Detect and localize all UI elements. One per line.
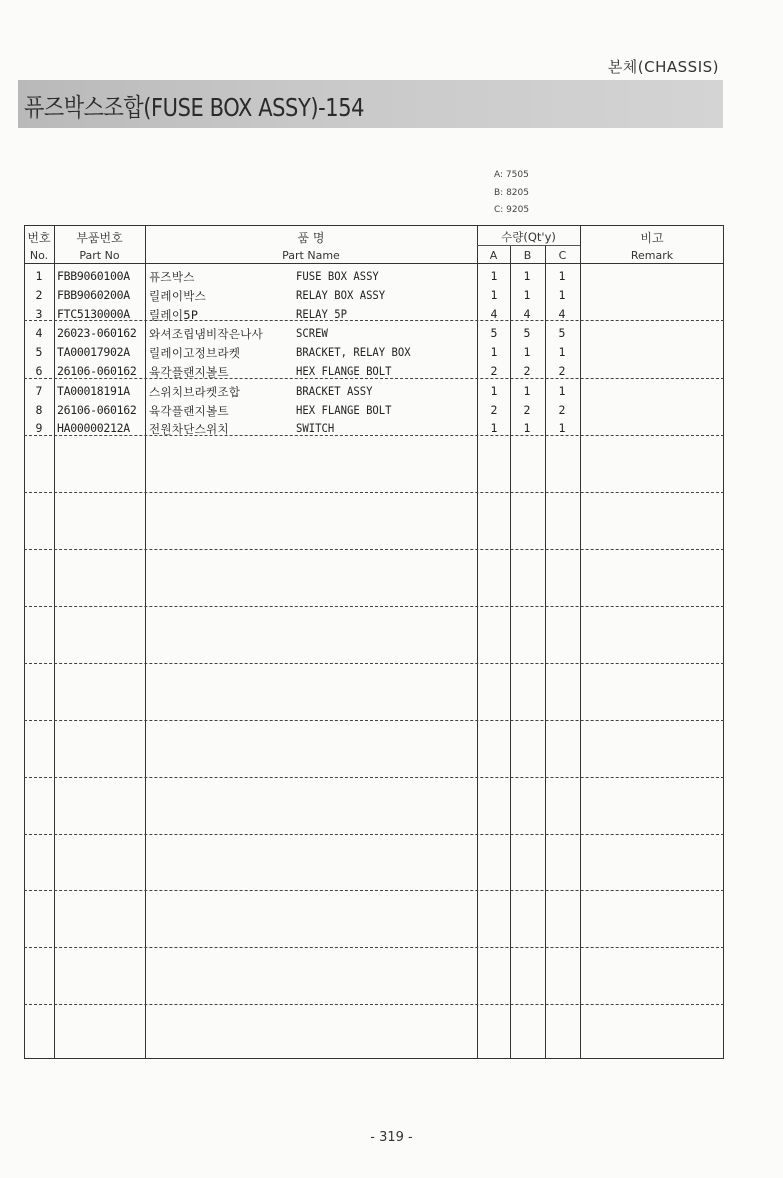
row-name-kr: 퓨즈박스 (149, 270, 195, 284)
header-name-en: Part Name (282, 249, 340, 262)
row-qty-a: 1 (490, 288, 498, 302)
row-qty-b: 1 (523, 269, 531, 283)
row-qty-b: 1 (523, 345, 531, 359)
header-name-kr: 품 명 (297, 231, 325, 245)
group-divider (24, 378, 724, 379)
header-qty-c: C (558, 249, 567, 262)
row-part-no: 26023-060162 (57, 326, 137, 340)
row-name-en: SWITCH (296, 421, 335, 435)
row-name-kr: 스위치브라켓조합 (149, 385, 241, 399)
header-remark-en: Remark (630, 249, 674, 262)
row-name-kr: 육각플랜지볼트 (149, 365, 229, 379)
header-bottom-rule (24, 263, 724, 264)
row-qty-b: 4 (523, 307, 531, 321)
model-legend (494, 170, 529, 223)
row-qty-a: 4 (490, 307, 498, 321)
header-part-en: Part No (79, 249, 120, 262)
row-name-en: SCREW (296, 326, 328, 340)
group-divider (24, 834, 724, 835)
group-divider (24, 663, 724, 664)
section-label: 본체(CHASSIS) (607, 58, 719, 76)
row-part-no: FTC5130000A (57, 307, 130, 321)
row-name-en: FUSE BOX ASSY (296, 269, 379, 283)
row-no: 9 (35, 421, 43, 435)
row-qty-b: 2 (523, 403, 531, 417)
group-divider (24, 549, 724, 550)
group-divider (24, 492, 724, 493)
col-divider (580, 225, 581, 1059)
row-qty-a: 1 (490, 269, 498, 283)
group-divider (24, 606, 724, 607)
row-part-no: TA00018191A (57, 384, 130, 398)
row-qty-c: 4 (558, 307, 566, 321)
model-a: A: 7505 (494, 170, 529, 180)
header-qty-b: B (523, 249, 532, 262)
row-qty-a: 1 (490, 345, 498, 359)
row-qty-b: 1 (523, 384, 531, 398)
row-qty-a: 2 (490, 403, 498, 417)
row-name-en: HEX FLANGE BOLT (296, 364, 392, 378)
row-qty-c: 1 (558, 288, 566, 302)
row-qty-a: 1 (490, 421, 498, 435)
row-name-kr: 육각플랜지볼트 (149, 404, 229, 418)
row-qty-a: 5 (490, 326, 498, 340)
row-qty-c: 1 (558, 269, 566, 283)
row-qty-a: 1 (490, 384, 498, 398)
row-name-en: BRACKET, RELAY BOX (296, 345, 411, 359)
row-qty-b: 5 (523, 326, 531, 340)
row-name-kr: 전원차단스위치 (149, 422, 229, 436)
row-no: 3 (35, 307, 43, 321)
col-divider (54, 225, 55, 1059)
row-part-no: 26106-060162 (57, 403, 137, 417)
page-number: - 319 - (370, 1130, 413, 1145)
row-part-no: FBB9060200A (57, 288, 130, 302)
row-part-no: TA00017902A (57, 345, 130, 359)
group-divider (24, 947, 724, 948)
model-c: C: 9205 (494, 205, 530, 215)
group-divider (24, 435, 724, 436)
row-part-no: FBB9060100A (57, 269, 130, 283)
qty-header-divider (477, 245, 580, 246)
row-name-kr: 릴레이고정브라켓 (149, 346, 241, 360)
header-no-en: No. (29, 249, 49, 262)
row-qty-c: 1 (558, 345, 566, 359)
row-no: 1 (35, 269, 43, 283)
header-qty-a: A (489, 249, 498, 262)
header-remark-kr: 비고 (640, 231, 664, 245)
group-divider (24, 720, 724, 721)
row-qty-c: 2 (558, 403, 566, 417)
row-part-no: HA00000212A (57, 421, 130, 435)
row-qty-b: 1 (523, 288, 531, 302)
row-part-no: 26106-060162 (57, 364, 137, 378)
row-qty-c: 1 (558, 384, 566, 398)
row-name-en: HEX FLANGE BOLT (296, 403, 392, 417)
row-qty-c: 1 (558, 421, 566, 435)
row-qty-b: 2 (523, 364, 531, 378)
header-no-kr: 번호 (27, 231, 51, 245)
row-no: 8 (35, 403, 43, 417)
row-no: 7 (35, 384, 43, 398)
header-qty: 수량(Qt'y) (501, 230, 556, 244)
page-title: 퓨즈박스조합(FUSE BOX ASSY)-154 (24, 93, 365, 122)
group-divider (24, 1004, 724, 1005)
row-name-en: RELAY BOX ASSY (296, 288, 386, 302)
row-no: 5 (35, 345, 43, 359)
row-name-en: RELAY 5P (296, 307, 347, 321)
row-name-kr: 릴레이박스 (149, 289, 207, 303)
model-b: B: 8205 (494, 187, 529, 198)
row-qty-c: 2 (558, 364, 566, 378)
row-name-en: BRACKET ASSY (296, 384, 373, 398)
row-qty-c: 5 (558, 326, 566, 340)
col-divider (145, 225, 146, 1059)
row-name-kr: 와셔조립냄비작은나사 (149, 327, 264, 341)
row-qty-b: 1 (523, 421, 531, 435)
row-no: 6 (35, 364, 43, 378)
group-divider (24, 890, 724, 891)
row-name-kr: 릴레이5P (149, 308, 199, 322)
row-qty-a: 2 (490, 364, 498, 378)
header-part-kr: 부품번호 (76, 231, 123, 245)
row-no: 4 (35, 326, 43, 340)
group-divider (24, 777, 724, 778)
row-no: 2 (35, 288, 43, 302)
